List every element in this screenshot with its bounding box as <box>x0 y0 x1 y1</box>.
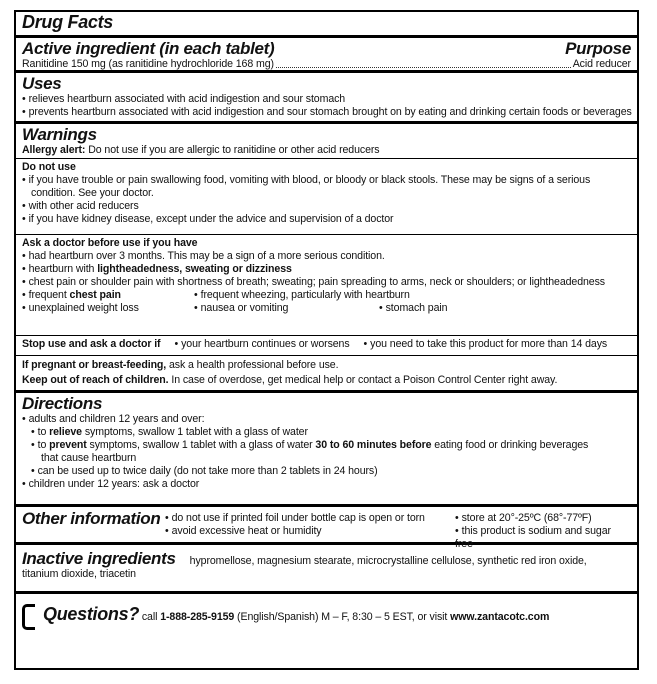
ask-doctor-item: • heartburn with lightheadedness, sweating or dizziness <box>22 263 631 276</box>
questions-section <box>16 594 637 630</box>
directions-item: • can be used up to twice daily (do not take more than 2 tablets in 24 hours) <box>31 465 378 477</box>
uses-section <box>16 73 637 121</box>
ask-doctor-item: • frequent wheezing, particularly with heartburn <box>194 289 631 302</box>
drug-facts-panel <box>14 10 639 670</box>
uses-item: • relieves heartburn associated with acid indigestion and sour stomach <box>22 93 631 106</box>
directions-item-continued: that cause heartburn <box>41 452 137 464</box>
other-info-section <box>16 507 637 550</box>
directions-item: • adults and children 12 years and over: <box>22 413 631 426</box>
other-info-item: • do not use if printed foil under bottle cap is open or torn <box>165 512 455 525</box>
stop-use-item: • you need to take this product for more than 14 days <box>364 338 608 355</box>
uses-item: • prevents heartburn associated with acid indigestion and sour stomach brought on by eating and drinking certain foods or beverages <box>22 106 631 119</box>
phone-icon <box>22 604 35 630</box>
purpose-heading: Purpose <box>565 39 631 58</box>
keep-out-label: Keep out of reach of children. <box>22 374 169 386</box>
other-info-item: • avoid excessive heat or humidity <box>165 525 455 551</box>
ask-doctor-label: Ask a doctor before use if you have <box>22 237 198 249</box>
ask-doctor-item: • unexplained weight loss <box>22 302 194 315</box>
keep-out-text: In case of overdose, get medical help or contact a Poison Control Center right away. <box>171 374 558 386</box>
do-not-use-item: • if you have kidney disease, except under the advice and supervision of a doctor <box>22 213 631 226</box>
pregnant-label: If pregnant or breast-feeding, <box>22 359 167 371</box>
ask-doctor-item: • had heartburn over 3 months. This may be a sign of a more serious condition. <box>22 250 631 263</box>
do-not-use-item-continued: condition. See your doctor. <box>31 187 154 199</box>
do-not-use-label: Do not use <box>22 161 76 173</box>
uses-heading: Uses <box>22 74 62 93</box>
stop-use-section <box>16 336 637 355</box>
other-info-heading: Other information <box>22 509 161 528</box>
warnings-heading: Warnings <box>22 125 97 144</box>
website-link[interactable]: www.zantacotc.com <box>450 610 550 623</box>
active-ingredient-section <box>16 38 637 70</box>
other-info-item: • store at 20°-25ºC (68°-77ºF) <box>455 512 631 525</box>
questions-hours: (English/Spanish) M – F, 8:30 – 5 EST, or visit <box>234 610 451 623</box>
directions-section <box>16 393 637 504</box>
allergy-alert-text: Do not use if you are allergic to ranitidine or other acid reducers <box>88 144 380 156</box>
directions-item: • children under 12 years: ask a doctor <box>22 478 631 491</box>
stop-use-label: Stop use and ask a doctor if <box>22 338 161 350</box>
warnings-section-top <box>16 124 637 158</box>
active-ingredient-text: Ranitidine 150 mg (as ranitidine hydrochloride 168 mg) <box>22 58 274 70</box>
directions-item: • to relieve symptoms, swallow 1 tablet with a glass of water <box>31 426 308 438</box>
questions-text: call <box>139 610 161 623</box>
questions-heading: Questions? <box>43 603 140 624</box>
ask-doctor-item: • frequent chest pain <box>22 289 194 302</box>
pregnant-text: ask a health professional before use. <box>169 359 339 371</box>
do-not-use-section <box>16 159 637 234</box>
drug-facts-title: Drug Facts <box>22 12 114 32</box>
inactive-ingredients-section <box>16 545 637 591</box>
ask-doctor-item: • nausea or vomiting <box>194 302 379 315</box>
inactive-ingredients-text: hypromellose, magnesium stearate, microcrystalline cellulose, synthetic red iron oxide, <box>189 555 587 567</box>
ask-doctor-section <box>16 235 637 335</box>
stop-use-item: • your heartburn continues or worsens <box>174 338 349 355</box>
purpose-text: Acid reducer <box>572 58 631 70</box>
title-section <box>16 12 637 35</box>
pregnancy-section <box>16 356 637 390</box>
inactive-ingredients-text-continued: titanium dioxide, triacetin <box>22 568 136 580</box>
leader-dots <box>276 67 571 68</box>
active-ingredient-heading: Active ingredient (in each tablet) <box>22 39 275 58</box>
do-not-use-item: • if you have trouble or pain swallowing food, vomiting with blood, or bloody or black stools. These may be signs of a serious <box>22 174 631 187</box>
ask-doctor-item: • chest pain or shoulder pain with shortness of breath; sweating; pain spreading to arms, neck or shoulders; or lightheadedness <box>22 276 631 289</box>
allergy-alert-label: Allergy alert: <box>22 144 86 156</box>
phone-number[interactable]: 1-888-285-9159 <box>160 610 235 623</box>
ask-doctor-item: • stomach pain <box>379 302 631 315</box>
directions-heading: Directions <box>22 394 103 413</box>
other-info-item: • this product is sodium and sugar free <box>455 525 631 551</box>
directions-item: • to prevent symptoms, swallow 1 tablet with a glass of water 30 to 60 minutes before eating food or drinking beverages <box>31 439 588 451</box>
do-not-use-item: • with other acid reducers <box>22 200 631 213</box>
inactive-ingredients-heading: Inactive ingredients <box>22 549 176 568</box>
